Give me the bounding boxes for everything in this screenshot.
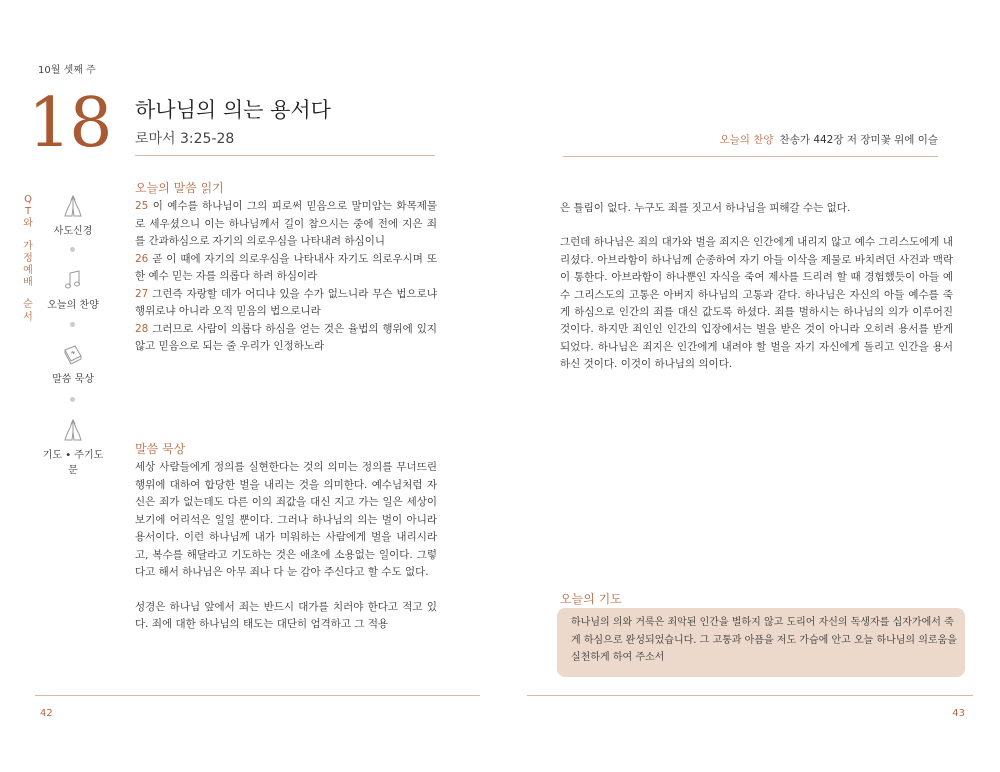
scripture-reference: 로마서 3:25-28	[135, 131, 235, 147]
sidebar-item-label: 말씀 묵상	[52, 374, 94, 385]
week-label: 10월 셋째 주	[38, 65, 96, 76]
sidebar-item-hymn	[38, 268, 108, 311]
header-divider-left	[135, 155, 435, 156]
prayer-heading: 오늘의 기도	[560, 592, 622, 606]
vertical-char: 가	[23, 240, 33, 252]
verse-number: 25	[135, 200, 149, 212]
verse-text: 그런즉 자랑할 데가 어디냐 있을 수가 없느니라 무슨 법으로냐 행위로냐 아니라 오직 믿음의 법으로니라	[135, 287, 437, 317]
verse-text: 곧 이 때에 자기의 의로우심을 나타내사 자기도 의로우시며 또한 예수 믿는 자를 의롭다 하려 하심이라	[135, 252, 437, 282]
verse	[135, 286, 437, 321]
praying-hands-icon	[62, 194, 84, 218]
meditation-body-left	[135, 459, 437, 634]
bible-book-icon	[61, 342, 85, 366]
sidebar-dot	[70, 397, 75, 402]
vertical-char: 예	[23, 265, 33, 277]
page-number-left: 42	[40, 708, 53, 719]
meditation-paragraph: 세상 사람들에게 정의를 실현한다는 것의 의미는 정의를 무너뜨린 행위에 대하여 합당한 벌을 내리는 것을 의미한다. 예수님처럼 자신은 죄가 없는데도 다른 이의 죄값을 대신 지고 가는 일은 세상이 보기에 어리석은 일일 뿐이다. 그러나 하나님의 의는 벌이 아니라 용서이다. 이런 하나님께 내가 미워하는 사람에게 벌을 내리시라고, 복수를 해달라고 기도하는 것은 애초에 소용없는 일이다. 그렇다고 해서 하나님은 아무 죄나 다 눈 감아 주신다고 할 수도 없다.	[135, 461, 437, 578]
sidebar-item-prayer	[38, 418, 108, 476]
vertical-title	[22, 194, 34, 324]
sidebar-dot	[70, 322, 75, 327]
sidebar-dot	[70, 247, 75, 252]
hymn-title: 찬송가 442장 저 장미꽃 위에 이슬	[779, 134, 938, 146]
meditation-body-right	[560, 200, 953, 374]
verse	[135, 321, 437, 356]
sidebar-item-meditation	[38, 342, 108, 385]
prayer-text: 하나님의 의와 거룩은 죄악된 인간을 벌하지 않고 도리어 자신의 독생자를 십자가에서 죽게 하심으로 완성되었습니다. 그 고통과 아픔을 저도 가슴에 안고 오늘 하나님의 의로움을 실천하게 하여 주소서	[571, 617, 957, 663]
footer-divider-left	[35, 695, 480, 696]
meditation-paragraph: 그런데 하나님은 죄의 대가와 벌을 죄지은 인간에게 내리지 않고 예수 그리스도에게 내리셨다. 아브라함이 하나님께 순종하여 자기 아들 이삭을 제물로 바치려던 사건과 맥락이 통한다. 아브라함이 하나뿐인 자식을 죽여 제사를 드리려 할 때 경험했듯이 아들 예수 그리스도의 고통은 아버지 하나님의 고통과 같다. 하나님은 자신의 아들 예수를 죽게 하심으로 인간의 죄를 대신 값도록 하셨다. 죄를 벌하시는 하나님의 의가 이루어진 것이다. 하지만 죄인인 인간의 입장에서는 벌을 받은 것이 아니라 오히려 용서를 받게 되었다. 하나님은 죄지은 인간에게 내려야 할 벌을 자기 자신에게 돌리고 인간을 용서하신 것이다. 이것이 하나님의 의이다.	[560, 236, 953, 371]
day-number: 18	[28, 84, 111, 163]
vertical-char: 정	[23, 252, 33, 264]
verse-number: 26	[135, 252, 149, 265]
page-number-right: 43	[952, 708, 965, 719]
verse	[135, 198, 437, 251]
sidebar-item-label: 사도신경	[53, 226, 93, 237]
meditation-heading: 말씀 묵상	[135, 442, 186, 456]
music-note-icon	[62, 268, 84, 292]
sidebar-item-label: 오늘의 찬양	[47, 300, 99, 311]
vertical-char: T	[24, 206, 32, 218]
vertical-char: 배	[23, 277, 33, 289]
header-divider-right	[563, 156, 938, 157]
meditation-paragraph: 은 틀림이 없다. 누구도 죄를 짓고서 하나님을 피해갈 수는 없다.	[560, 202, 851, 214]
hymn-label: 오늘의 찬양	[719, 134, 774, 146]
verse-number: 28	[135, 322, 149, 335]
footer-divider-right	[527, 695, 973, 696]
reading-heading: 오늘의 말씀 읽기	[135, 181, 224, 195]
verse	[135, 251, 437, 286]
verse-text: 이 예수를 하나님이 그의 피로써 믿음으로 말미암는 화목제물로 세우셨으니 이는 하나님께서 길이 참으시는 중에 전에 지은 죄를 간과하심으로 자기의 의로우심을 나타내려 하심이니	[135, 200, 437, 247]
meditation-paragraph: 성경은 하나님 앞에서 죄는 반드시 대가를 치러야 한다고 적고 있다. 죄에 대한 하나님의 태도는 대단히 엄격하고 그 적용	[135, 600, 437, 630]
vertical-char: Q	[24, 194, 32, 205]
vertical-char: 서	[23, 311, 33, 323]
verse-text: 그러므로 사람이 의롭다 하심을 얻는 것은 율법의 행위에 있지 않고 믿음으로 되는 줄 우리가 인정하노라	[135, 322, 437, 352]
verse-number: 27	[135, 287, 149, 300]
praying-hands-icon	[62, 418, 84, 442]
today-hymn	[719, 132, 938, 147]
vertical-char: 순	[23, 299, 33, 311]
page-title: 하나님의 의는 용서다	[135, 98, 331, 122]
reading-verses	[135, 198, 437, 356]
vertical-char: 와	[23, 218, 33, 230]
sidebar-item-label: 기도 • 주기도문	[42, 450, 104, 476]
sidebar-item-apostles-creed	[38, 194, 108, 237]
